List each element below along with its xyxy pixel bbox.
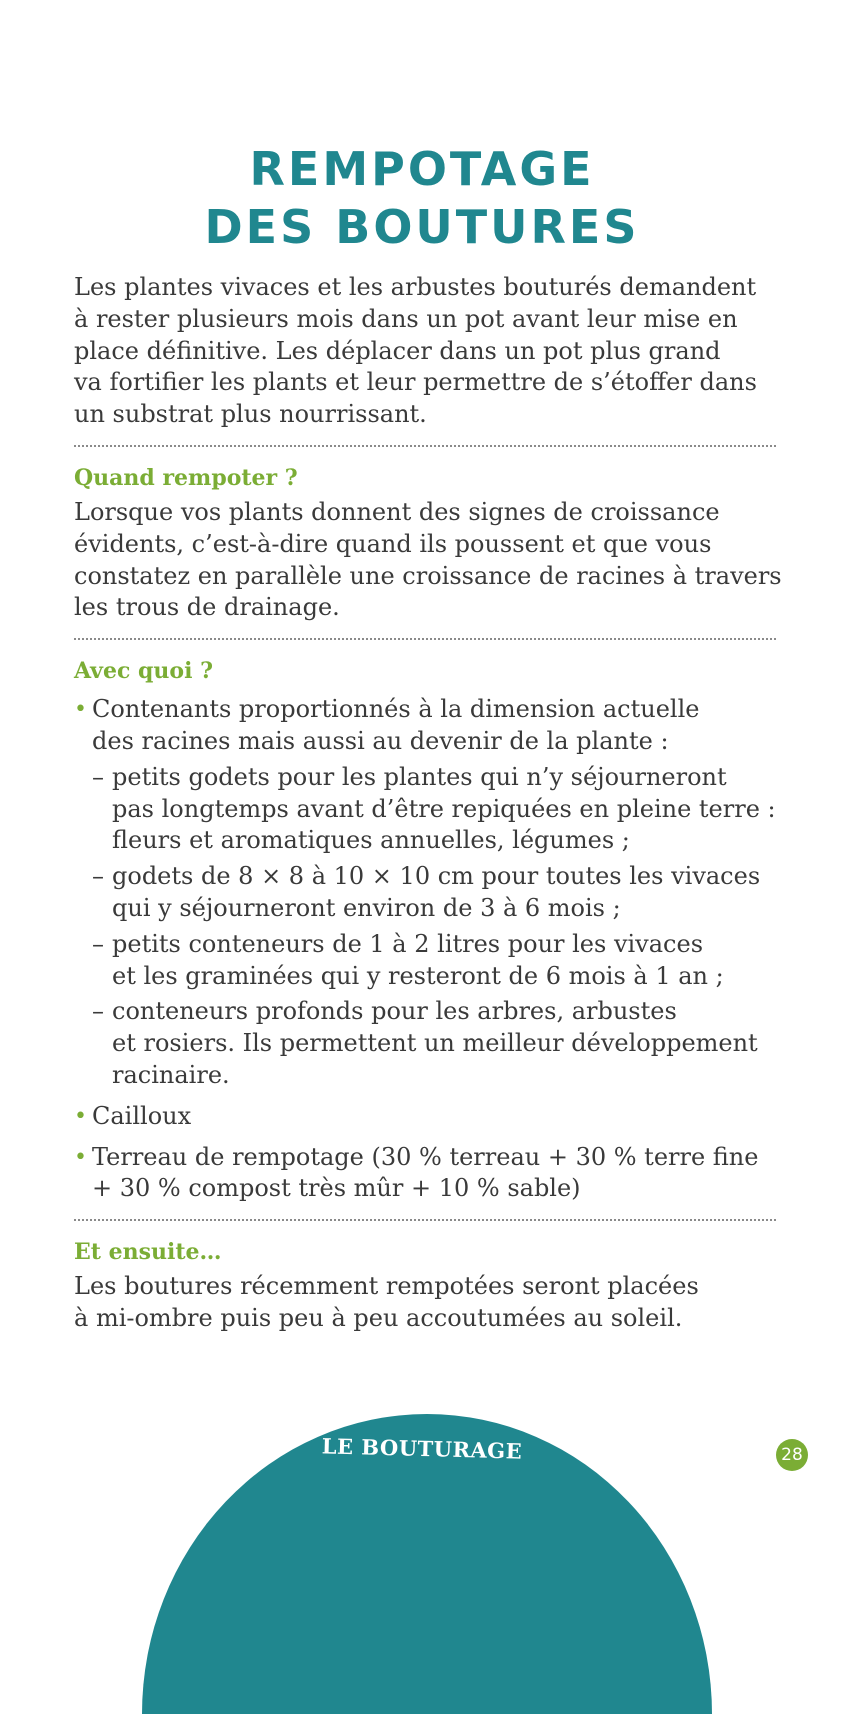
page-content (74, 272, 782, 1335)
section-divider (74, 1219, 776, 1221)
bullet-line: Contenants proportionnés à la dimension actuelle (92, 695, 700, 724)
bullet-mark: • (74, 1103, 87, 1129)
dash-item-small-containers (74, 929, 778, 993)
dash-mark: – (92, 929, 104, 958)
page-title (0, 140, 844, 256)
when-paragraph (74, 497, 782, 624)
bullet-line: des racines mais aussi au devenir de la plante : (92, 726, 669, 755)
section-heading-when: Quand rempoter ? (74, 464, 298, 491)
bullet-line: Terreau de rempotage (30 % terreau + 30 % terre fine (92, 1142, 759, 1171)
dash-line: godets de 8 × 8 à 10 × 10 cm pour toutes les vivaces (112, 862, 761, 891)
bullet-line: + 30 % compost très mûr + 10 % sable) (92, 1174, 581, 1203)
dash-line: racinaire. (112, 1060, 230, 1089)
dash-line: et les graminées qui y resteront de 6 mois à 1 an ; (112, 961, 724, 990)
dash-line: petits conteneurs de 1 à 2 litres pour les vivaces (112, 929, 704, 958)
when-line: les trous de drainage. (74, 593, 340, 622)
footer-chapter-label: LE BOUTURAGE (321, 1433, 523, 1464)
after-line: Les boutures récemment rempotées seront placées (74, 1272, 699, 1301)
after-line: à mi-ombre puis peu à peu accoutumées au soleil. (74, 1303, 683, 1332)
dash-line: pas longtemps avant d’être repiquées en pleine terre : (112, 794, 776, 823)
bullet-mark: • (74, 1144, 87, 1170)
section-divider (74, 638, 776, 640)
when-line: Lorsque vos plants donnent des signes de croissance (74, 497, 720, 526)
intro-paragraph (74, 272, 778, 431)
intro-line: Les plantes vivaces et les arbustes bouturés demandent (74, 273, 757, 301)
when-line: constatez en parallèle une croissance de racines à travers (74, 561, 782, 590)
dash-line: et rosiers. Ils permettent un meilleur développement (112, 1029, 758, 1058)
bullet-mark: • (74, 697, 87, 723)
intro-line: à rester plusieurs mois dans un pot avant leur mise en (74, 304, 738, 333)
when-line: évidents, c’est-à-dire quand ils poussent et que vous (74, 529, 712, 558)
section-heading-after: Et ensuite… (74, 1239, 222, 1266)
dash-line: qui y séjourneront environ de 3 à 6 mois ; (112, 893, 621, 922)
dash-line: fleurs et aromatiques annuelles, légumes ; (112, 826, 630, 855)
dash-line: petits godets pour les plantes qui n’y séjourneront (112, 762, 727, 791)
page-title-line-1: REMPOTAGE (249, 142, 595, 196)
page-number-badge: 28 (776, 1439, 808, 1471)
intro-line: un substrat plus nourrissant. (74, 400, 427, 429)
dash-item-deep-containers (74, 996, 778, 1091)
section-divider (74, 445, 776, 447)
intro-line: va fortifier les plants et leur permettre de s’étoffer dans (74, 368, 757, 397)
dash-item-small-pots (74, 762, 778, 857)
section-heading-with: Avec quoi ? (74, 658, 213, 685)
after-paragraph (74, 1271, 778, 1335)
bullet-item-pebbles (74, 1101, 778, 1133)
bullet-item-potting-soil (74, 1142, 778, 1206)
dash-mark: – (92, 762, 104, 791)
dash-item-godets (74, 861, 778, 925)
bullet-item-containers (74, 694, 778, 758)
bullet-line: Cailloux (92, 1101, 192, 1130)
dash-line: conteneurs profonds pour les arbres, arbustes (112, 997, 677, 1026)
dash-mark: – (92, 997, 104, 1026)
intro-line: place définitive. Les déplacer dans un pot plus grand (74, 336, 721, 365)
page-title-line-2: DES BOUTURES (204, 200, 640, 254)
dash-mark: – (92, 862, 104, 891)
